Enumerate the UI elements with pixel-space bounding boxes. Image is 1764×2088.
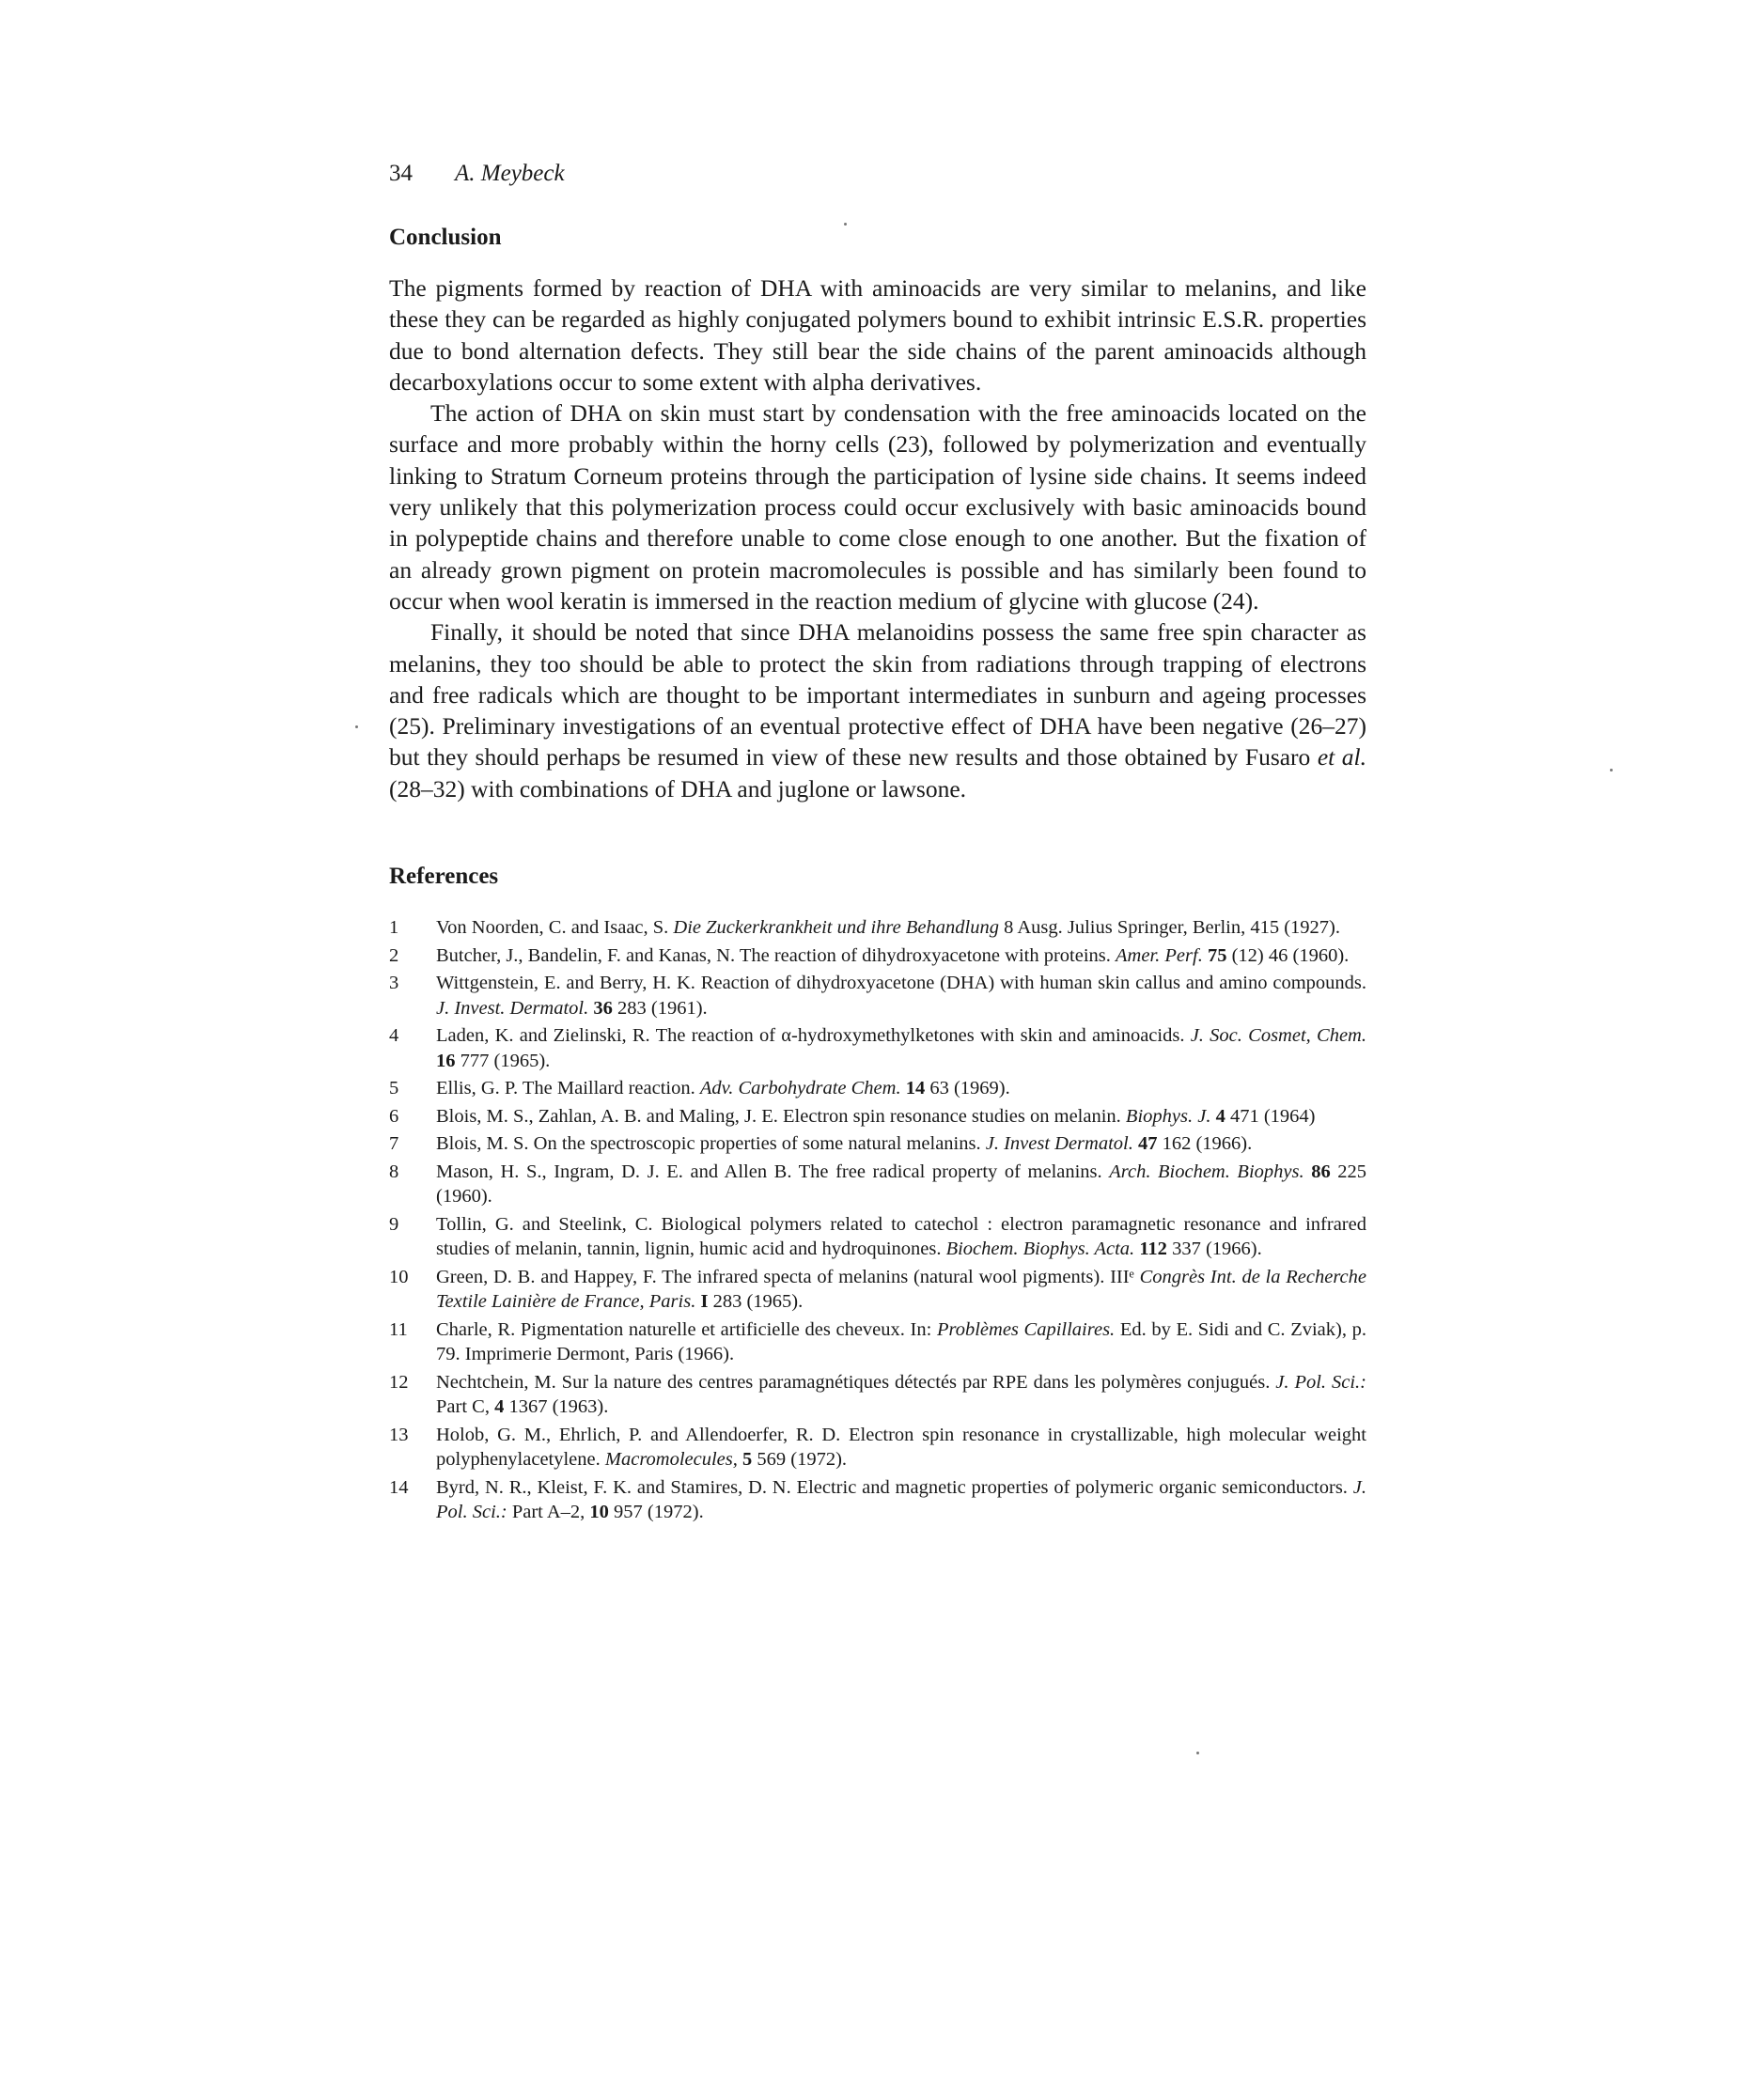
reference-text: Byrd, N. R., Kleist, F. K. and Stamires, D. N. Electric and magnetic properties of polymeric organic semiconductors. J. Pol. Sci.: Part A–2, 10 957 (1972). — [436, 1476, 1366, 1523]
reference-item — [389, 1212, 1366, 1262]
reference-number: 1 — [389, 917, 399, 939]
reference-number: 13 — [389, 1424, 409, 1445]
running-head — [389, 160, 1366, 188]
reference-text: Blois, M. S. On the spectroscopic properties of some natural melanins. J. Invest Dermatol. 47 162 (1966). — [436, 1133, 1253, 1155]
reference-text: Nechtchein, M. Sur la nature des centres paramagnétiques détectés par RPE dans les polymères conjugués. J. Pol. Sci.: Part C, 4 1367 (1963). — [436, 1371, 1366, 1418]
reference-number: 7 — [389, 1133, 399, 1155]
reference-text: Butcher, J., Bandelin, F. and Kanas, N. The reaction of dihydroxyacetone with proteins. Amer. Perf. 75 (12) 46 (1960). — [436, 944, 1350, 966]
reference-text: Holob, G. M., Ehrlich, P. and Allendoerfer, R. D. Electron spin resonance in crystallizable, high molecular weight polyphenylacetylene. Macromolecules, 5 569 (1972). — [436, 1424, 1366, 1471]
conclusion-paragraph: The action of DHA on skin must start by condensation with the free aminoacids located on the surface and more probably within the horny cells (23), followed by polymerization and eventually linking to Stratum Corneum proteins through the participation of lysine side chains. It seems indeed very unlikely that this polymerization process could occur exclusively with basic aminoacids bound in polypeptide chains and therefore unable to come close enough to one another. But the fixation of an already grown pigment on protein macromolecules is possible and has similarly been found to occur when wool keratin is immersed in the reaction medium of glycine with glucose (24). — [389, 399, 1366, 615]
reference-text: Ellis, G. P. The Maillard reaction. Adv. Carbohydrate Chem. 14 63 (1969). — [436, 1078, 1010, 1099]
scan-speck — [355, 725, 358, 728]
reference-item — [389, 1317, 1366, 1367]
reference-text: Charle, R. Pigmentation naturelle et artificielle des cheveux. In: Problèmes Capillaires. Ed. by E. Sidi and C. Zviak), p. 79. Imprimerie Dermont, Paris (1966). — [436, 1318, 1366, 1365]
references-section — [389, 863, 1366, 1525]
reference-text: Mason, H. S., Ingram, D. J. E. and Allen B. The free radical property of melanins. Arch. Biochem. Biophys. 86 225 (1960). — [436, 1161, 1367, 1208]
reference-number: 10 — [389, 1266, 409, 1287]
reference-item — [389, 1160, 1366, 1209]
scan-speck — [1196, 1752, 1199, 1754]
reference-item — [389, 915, 1366, 941]
reference-number: 2 — [389, 944, 399, 966]
reference-text: Blois, M. S., Zahlan, A. B. and Maling, J. E. Electron spin resonance studies on melanin. Biophys. J. 4 471 (1964) — [436, 1105, 1316, 1127]
reference-number: 4 — [389, 1025, 399, 1047]
reference-number: 8 — [389, 1161, 399, 1182]
running-author: A. Meybeck — [455, 161, 565, 186]
page-number: 34 — [389, 161, 413, 186]
reference-item — [389, 1076, 1366, 1101]
scan-speck — [1610, 769, 1613, 771]
reference-item — [389, 1131, 1366, 1157]
reference-list — [389, 915, 1366, 1525]
reference-item — [389, 1265, 1366, 1315]
article-page — [389, 160, 1366, 1528]
reference-number: 14 — [389, 1476, 409, 1498]
conclusion-body — [389, 273, 1366, 804]
reference-text: Von Noorden, C. and Isaac, S. Die Zuckerkrankheit und ihre Behandlung 8 Ausg. Julius Springer, Berlin, 415 (1927). — [436, 917, 1340, 939]
reference-number: 12 — [389, 1371, 409, 1393]
reference-number: 11 — [389, 1318, 408, 1340]
conclusion-section — [389, 224, 1366, 804]
reference-number: 5 — [389, 1078, 399, 1099]
reference-item — [389, 1370, 1366, 1420]
reference-text: Wittgenstein, E. and Berry, H. K. Reaction of dihydroxyacetone (DHA) with human skin callus and amino compounds. J. Invest. Dermatol. 36 283 (1961). — [436, 973, 1366, 1019]
reference-item — [389, 1104, 1366, 1130]
conclusion-paragraph: The pigments formed by reaction of DHA with aminoacids are very similar to melanins, and like these they can be regarded as highly conjugated polymers bound to exhibit intrinsic E.S.R. properties due to bond alternation defects. They still bear the side chains of the parent aminoacids although decarboxylations occur to some extent with alpha derivatives. — [389, 274, 1366, 396]
reference-number: 6 — [389, 1105, 399, 1127]
references-heading: References — [389, 864, 499, 890]
reference-item — [389, 1423, 1366, 1473]
conclusion-paragraph: Finally, it should be noted that since DHA melanoidins possess the same free spin character as melanins, they too should be able to protect the skin from radiations through trapping of electrons and free radicals which are thought to be important intermediates in sunburn and ageing processes (25). Preliminary investigations of an eventual protective effect of DHA have been negative (26–27) but they should perhaps be resumed in view of these new results and those obtained by Fusaro et al. (28–32) with combinations of DHA and juglone or lawsone. — [389, 618, 1366, 802]
conclusion-heading: Conclusion — [389, 225, 502, 250]
reference-item — [389, 943, 1366, 969]
reference-item — [389, 971, 1366, 1021]
reference-text: Tollin, G. and Steelink, C. Biological polymers related to catechol : electron paramagnetic resonance and infrared studies of melanin, tannin, lignin, humic acid and hydroquinones. Biochem. Biophys. Acta. 112 337 (1966). — [436, 1213, 1366, 1260]
reference-text: Green, D. B. and Happey, F. The infrared specta of melanins (natural wool pigments). IIIᵉ Congrès Int. de la Recherche Textile Lainière de France, Paris. I 283 (1965). — [436, 1266, 1366, 1313]
reference-item — [389, 1475, 1366, 1525]
reference-text: Laden, K. and Zielinski, R. The reaction of α-hydroxymethylketones with skin and aminoacids. J. Soc. Cosmet, Chem. 16 777 (1965). — [436, 1025, 1366, 1071]
reference-number: 3 — [389, 973, 399, 994]
reference-item — [389, 1023, 1366, 1073]
reference-number: 9 — [389, 1213, 399, 1235]
